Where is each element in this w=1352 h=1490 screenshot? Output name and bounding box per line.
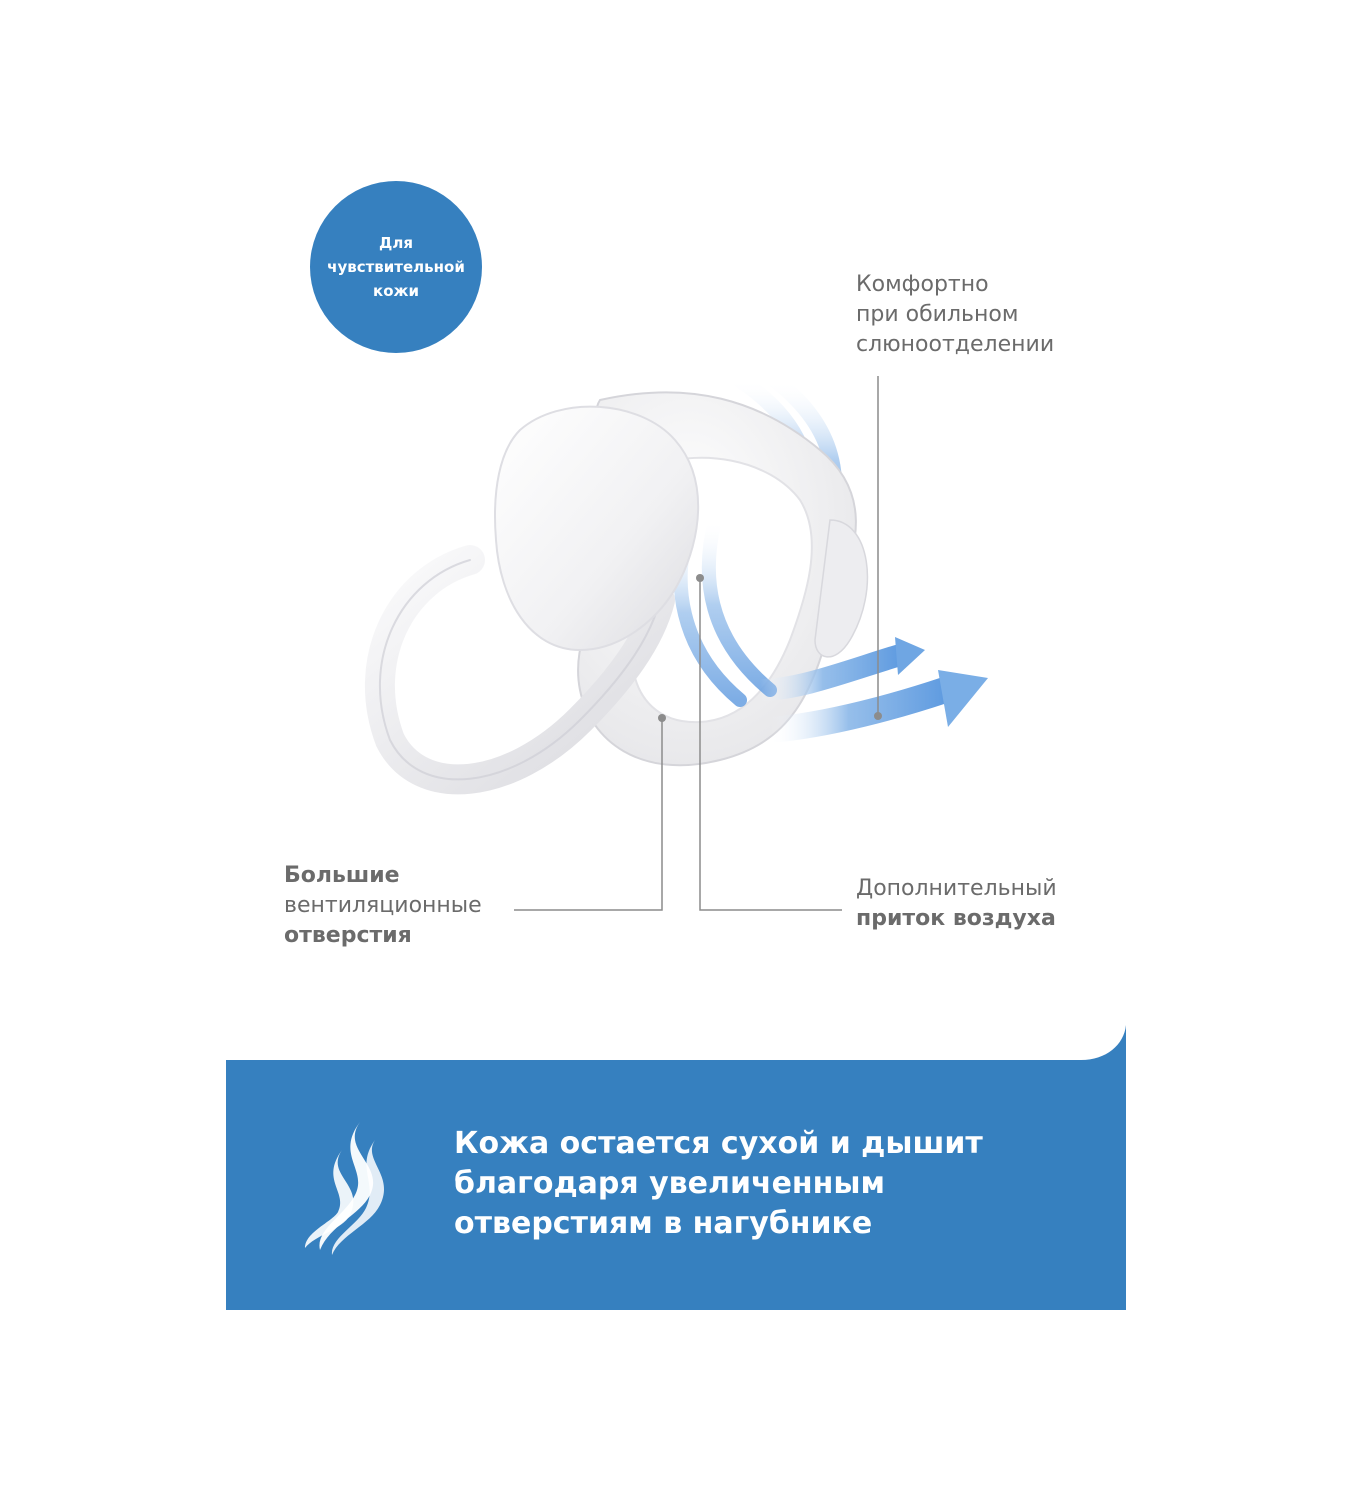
banner-line-2: благодаря увеличенным: [454, 1166, 886, 1201]
label-vent-bold-top: Большие: [284, 863, 400, 888]
label-airflow-bold: приток воздуха: [856, 906, 1056, 931]
label-extra-airflow: [856, 874, 1057, 934]
banner-line-3: отверстиям в нагубнике: [454, 1206, 873, 1241]
label-ventilation-holes: [284, 861, 482, 951]
label-vent-regular: вентиляционные: [284, 893, 482, 918]
banner-message: [454, 1124, 983, 1244]
label-airflow-regular: Дополнительный: [856, 876, 1057, 901]
badge-line-3: кожи: [373, 282, 419, 300]
label-vent-bold-bottom: отверстия: [284, 923, 412, 948]
label-drool-line-2: при обильном: [856, 302, 1019, 327]
badge-line-2: чувствительной: [327, 258, 465, 276]
breath-waves-icon: [300, 1120, 392, 1255]
label-drool-line-3: слюноотделении: [856, 332, 1055, 357]
badge-line-1: Для: [379, 234, 413, 252]
label-drool-comfort: [856, 270, 1054, 360]
label-drool-line-1: Комфортно: [856, 272, 989, 297]
banner-line-1: Кожа остается сухой и дышит: [454, 1126, 983, 1161]
